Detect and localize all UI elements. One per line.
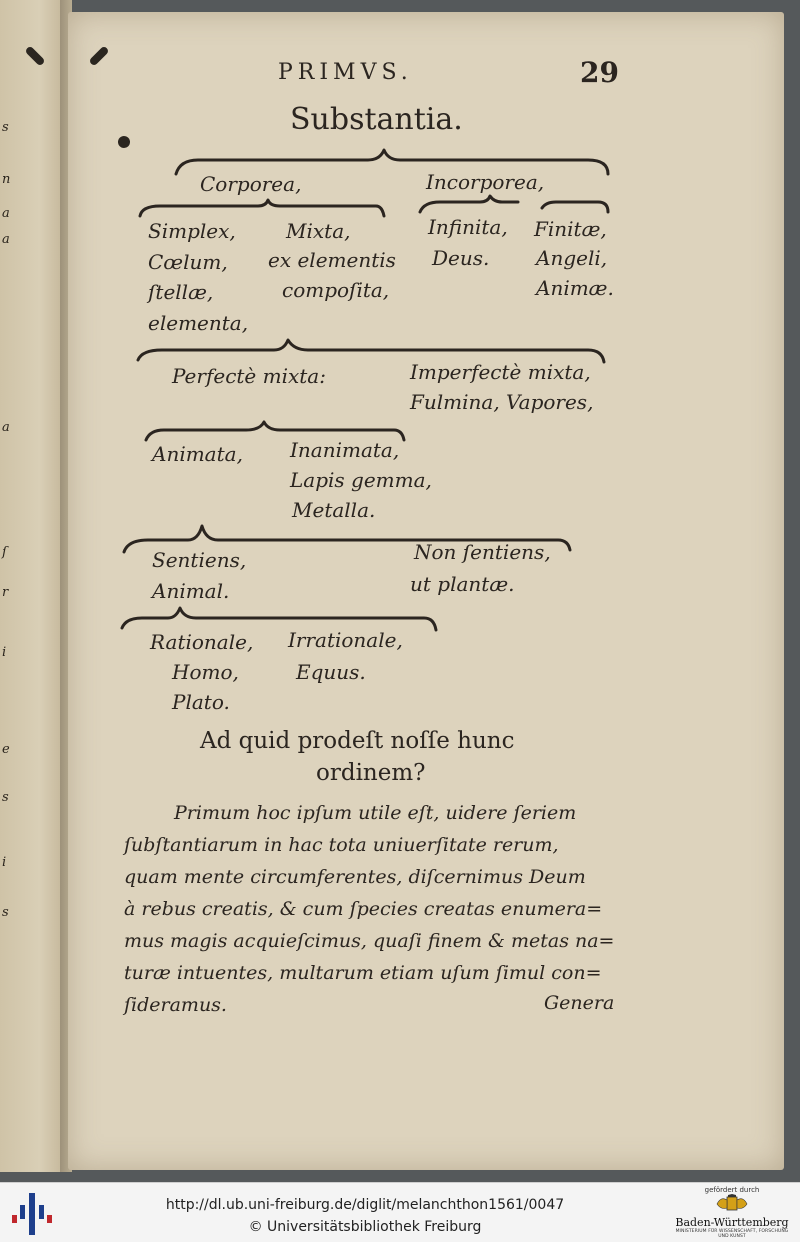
body-line: quam mente circumferentes, diſcernimus Deum xyxy=(124,866,586,888)
ink-blot xyxy=(24,45,45,66)
body-line: Primum hoc ipſum utile eſt, uidere ſeriem xyxy=(174,802,577,824)
left-page-fragment: r xyxy=(2,585,9,600)
body-line: turæ intuentes, multarum etiam uſum ſimul con= xyxy=(124,962,602,984)
brace-incorporea-left xyxy=(420,196,518,212)
node-plantae: ut plantæ. xyxy=(410,572,515,596)
copyright-text: © Universitätsbibliothek Freiburg xyxy=(248,1219,482,1235)
node-corporea: Corporea, xyxy=(200,172,302,196)
page-title: Substantia. xyxy=(290,102,463,137)
left-page-fragment: i xyxy=(2,645,7,660)
left-page-fragment: i xyxy=(2,855,7,870)
catchword: Genera xyxy=(544,992,615,1014)
node-mixta-item: ex elementis xyxy=(268,248,396,272)
left-page-fragment: ſ xyxy=(2,545,7,560)
left-page-fragment: s xyxy=(2,120,9,135)
node-deus: Deus. xyxy=(432,246,490,270)
brace-level-3 xyxy=(138,340,604,362)
node-irrationale: Irrationale, xyxy=(288,628,403,652)
node-mixta: Mixta, xyxy=(286,219,351,243)
node-simplex-item: Cœlum, xyxy=(148,250,228,274)
left-page-fragment: e xyxy=(2,742,10,757)
brace-level-6 xyxy=(122,608,436,630)
viewer-footer xyxy=(0,1182,800,1242)
question-heading-line2: ordinem? xyxy=(316,760,426,786)
sponsor-ministry: MINISTERIUM FÜR WISSENSCHAFT, FORSCHUNG UND KUNST xyxy=(675,1229,789,1239)
node-infinita: Infinita, xyxy=(428,215,508,239)
sponsor-name: Baden-Württemberg xyxy=(675,1216,789,1229)
node-imperfecte-mixta: Imperfectè mixta, xyxy=(410,360,591,384)
node-animal: Animal. xyxy=(152,579,230,603)
left-page-fragment: a xyxy=(2,206,10,221)
node-imperfecte-item: Fulmina, Vapores, xyxy=(410,390,594,414)
brace-incorporea-right xyxy=(542,202,608,212)
left-page-fragment: n xyxy=(2,172,11,187)
page-number: 29 xyxy=(580,56,619,89)
body-line: ſideramus. xyxy=(124,994,227,1016)
left-page-edge xyxy=(0,0,66,1172)
node-incorporea: Incorporea, xyxy=(426,170,545,194)
node-equus: Equus. xyxy=(296,660,366,684)
permalink-url[interactable]: http://dl.ub.uni-freiburg.de/diglit/melanchthon1561/0047 xyxy=(165,1197,565,1213)
node-finitae: Finitæ, xyxy=(534,217,607,241)
left-page-fragment: s xyxy=(2,905,9,920)
sponsor-label: gefördert durch xyxy=(704,1186,760,1194)
body-line: ſubſtantiarum in hac tota uniuerſitate rerum, xyxy=(124,834,559,856)
node-inanimata-item: Metalla. xyxy=(292,498,376,522)
left-page-fragment: a xyxy=(2,420,10,435)
body-line: à rebus creatis, & cum ſpecies creatas enumera= xyxy=(124,898,603,920)
node-sentiens: Sentiens, xyxy=(152,548,247,572)
node-finitae-item: Animæ. xyxy=(536,276,614,300)
book-page xyxy=(68,12,784,1170)
node-animata: Animata, xyxy=(152,442,243,466)
left-page-fragment: s xyxy=(2,790,9,805)
left-page-fragment: a xyxy=(2,232,10,247)
node-inanimata: Inanimata, xyxy=(290,438,400,462)
node-simplex-item: ſtellæ, xyxy=(148,280,214,304)
node-perfecte-mixta: Perfectè mixta: xyxy=(172,364,326,388)
running-title: PRIMVS. xyxy=(278,60,413,85)
question-heading: Ad quid prodeſt noſſe hunc xyxy=(200,728,515,754)
node-rationale: Rationale, xyxy=(150,630,254,654)
node-mixta-item: compoſita, xyxy=(282,278,390,302)
coat-of-arms-icon xyxy=(715,1194,749,1212)
body-line: mus magis acquieſcimus, quaſi finem & metas na= xyxy=(124,930,615,952)
sponsor-logo xyxy=(672,1185,792,1241)
node-plato: Plato. xyxy=(172,690,230,714)
node-finitae-item: Angeli, xyxy=(536,246,608,270)
node-inanimata-item: Lapis gemma, xyxy=(290,468,432,492)
node-homo: Homo, xyxy=(172,660,239,684)
brace-corporea xyxy=(140,200,384,216)
node-simplex-item: elementa, xyxy=(148,311,249,335)
node-non-sentiens: Non ſentiens, xyxy=(414,540,551,564)
node-simplex: Simplex, xyxy=(148,219,236,243)
